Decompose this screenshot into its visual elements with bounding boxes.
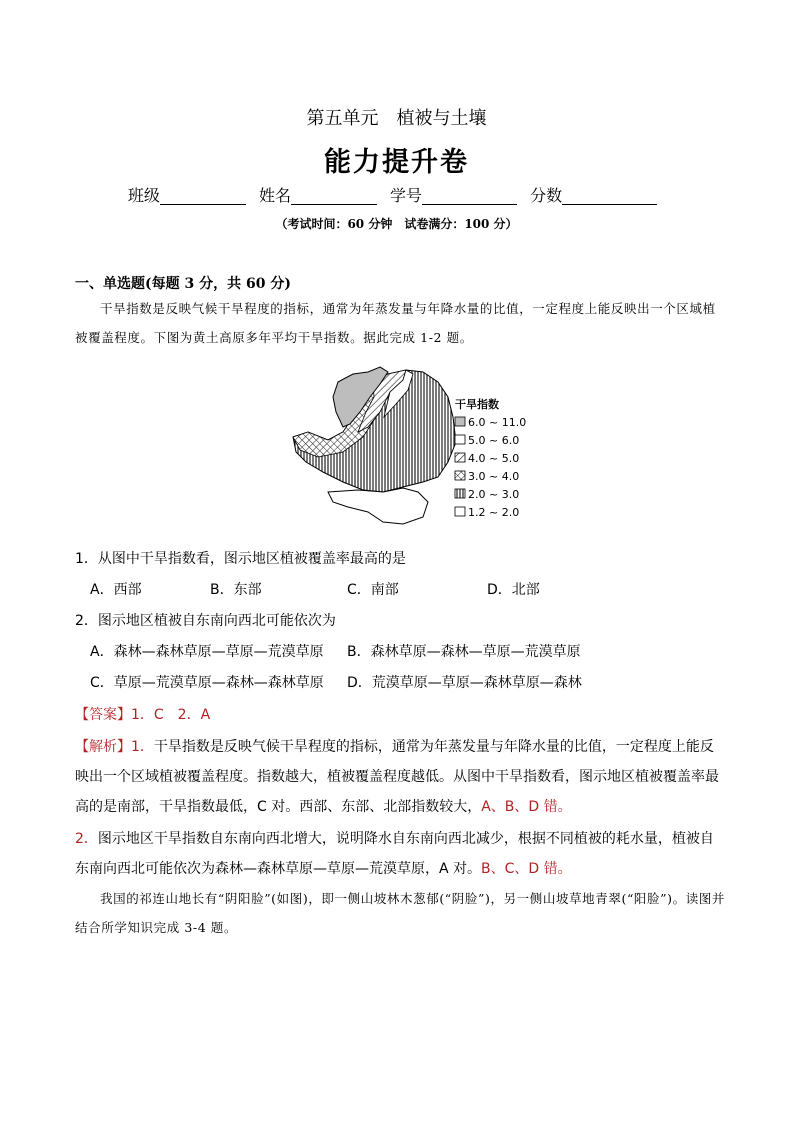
exam-time: （考试时间：60 分钟 试卷满分：100 分） (275, 217, 518, 231)
legend-swatch-5-6 (455, 435, 465, 444)
student-id-label: 学号 (390, 186, 423, 205)
answer-text: 1．C 2．A (131, 707, 211, 723)
analysis-q1-text: 干旱指数是反映气候干旱程度的指标，通常为年蒸发量与年降水量的比值，一定程度上能反映出一个区域植被覆盖程度。指数越大，植被覆盖程度越低。从图中干旱指数看，图示地区植被覆盖率最高的是南部，干旱指数最低，C 对。西部、东部、北部指数较大， (75, 739, 719, 815)
legend-swatch-6-11 (455, 417, 465, 426)
q2-option-a[interactable]: A．森林—森林草原—草原—荒漠草原 (90, 644, 324, 660)
q1-option-d[interactable]: D．北部 (487, 582, 540, 598)
q2-option-c[interactable]: C．草原—荒漠草原—森林—森林草原 (90, 675, 324, 691)
q1-option-a[interactable]: A．西部 (90, 582, 142, 598)
analysis-q1 (75, 732, 725, 822)
legend-swatch-2-3 (455, 489, 465, 498)
score-label: 分数 (530, 186, 563, 205)
student-id-blank[interactable] (422, 186, 517, 205)
analysis-q2-num: 2． (75, 831, 98, 847)
legend-swatch-1-2 (455, 507, 465, 516)
q1-option-b[interactable]: B．东部 (210, 582, 262, 598)
analysis-label: 【解析】 (75, 739, 131, 755)
analysis-q2 (75, 824, 725, 884)
legend-label-4-5: 4.0 ~ 5.0 (468, 452, 520, 465)
passage-2: 我国的祁连山地长有“阴阳脸”(如图)，即一侧山坡林木葱郁(“阴脸”)，另一侧山坡草地青翠(“阳脸”)。读图并结合所学知识完成 3-4 题。 (75, 891, 726, 935)
class-blank[interactable] (160, 186, 246, 205)
analysis-q2-text: 图示地区干旱指数自东南向西北增大，说明降水自东南向西北减少，根据不同植被的耗水量，植被自东南向西北可能依次为森林—森林草原—草原—荒漠草原，A 对。 (75, 831, 714, 877)
score-blank[interactable] (562, 186, 657, 205)
aridity-index-map (288, 362, 538, 532)
legend-title: 干旱指数 (455, 398, 499, 411)
legend-swatch-3-4 (455, 471, 465, 480)
legend-label-2-3: 2.0 ~ 3.0 (468, 488, 520, 501)
q2-option-d[interactable]: D．荒漠草原—草原—森林草原—森林 (347, 675, 582, 691)
answer-label: 【答案】 (75, 707, 131, 723)
question-1-stem: 1．从图中干旱指数看，图示地区植被覆盖率最高的是 (75, 551, 406, 567)
q2-option-b[interactable]: B．森林草原—森林—草原—荒漠草原 (347, 644, 581, 660)
legend-label-1-2: 1.2 ~ 2.0 (468, 506, 520, 519)
q1-option-c[interactable]: C．南部 (347, 582, 399, 598)
analysis-q1-wrong: A、B、D 错。 (481, 799, 572, 815)
name-label: 姓名 (258, 186, 291, 205)
legend-swatch-4-5 (455, 453, 465, 462)
unit-title: 第五单元 植被与土壤 (306, 108, 487, 129)
legend-label-5-6: 5.0 ~ 6.0 (468, 434, 520, 447)
student-info-line (0, 183, 793, 206)
passage-1: 干旱指数是反映气候干旱程度的指标，通常为年蒸发量与年降水量的比值，一定程度上能反映出一个区域植被覆盖程度。下图为黄土高原多年平均干旱指数。据此完成 1-2 题。 (75, 301, 716, 345)
legend-label-6-11: 6.0 ~ 11.0 (468, 416, 527, 429)
name-blank[interactable] (291, 186, 377, 205)
analysis-q2-wrong: B、C、D 错。 (481, 861, 572, 877)
question-2-stem: 2．图示地区植被自东南向西北可能依次为 (75, 613, 336, 629)
region-1-2-south (328, 488, 428, 524)
answer-line (75, 704, 210, 724)
main-title: 能力提升卷 (324, 147, 469, 178)
class-label: 班级 (127, 186, 160, 205)
legend-label-3-4: 3.0 ~ 4.0 (468, 470, 520, 483)
section-title: 一、单选题(每题 3 分，共 60 分) (75, 276, 291, 292)
analysis-q1-num: 1． (131, 739, 154, 755)
